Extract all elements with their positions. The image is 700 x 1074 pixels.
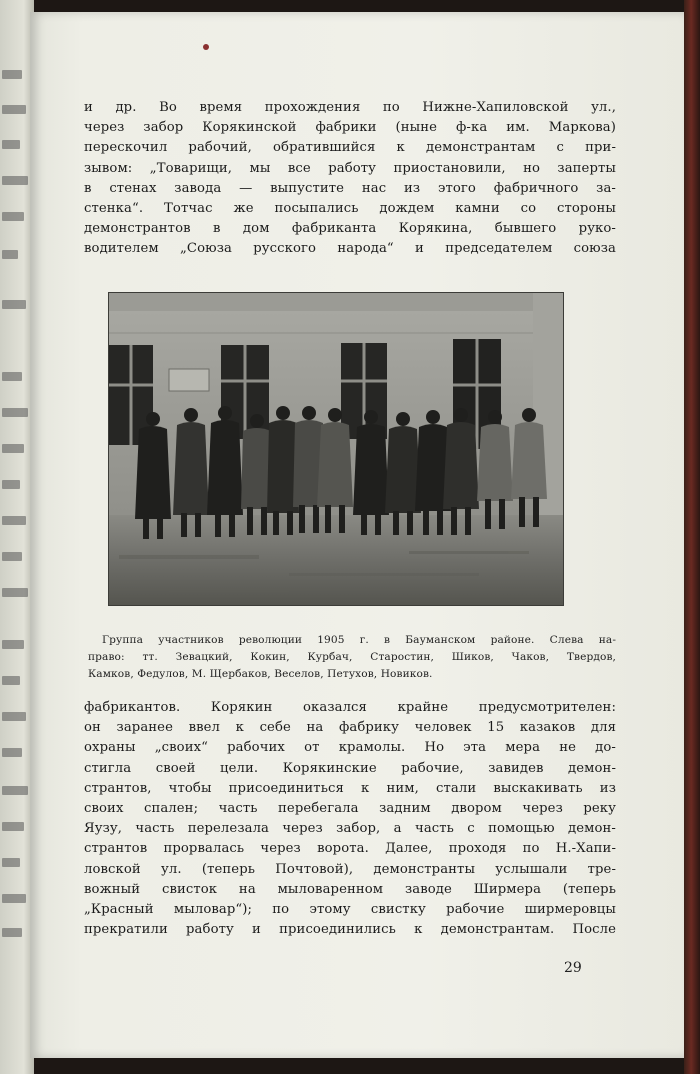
group-photo-image <box>109 293 563 605</box>
page-number: 29 <box>564 960 582 976</box>
text-line: вожный свисток на мыловаренном заводе Ширмера (теперь <box>84 881 616 897</box>
page-mark-dot <box>203 44 209 50</box>
paragraph-bottom <box>84 698 616 940</box>
text-line: в стенах завода — выпустите нас из этого фабричного за- <box>84 180 616 196</box>
group-photo <box>108 292 564 606</box>
text-line: стигла своей цели. Корякинские рабочие, завидев демон- <box>84 760 616 776</box>
text-line: странтов, чтобы присоединиться к ним, стали выскакивать из <box>84 780 616 796</box>
text-line: „Красный мыловар“); по этому свистку рабочие ширмеровцы <box>84 901 616 917</box>
book-page <box>30 12 684 1058</box>
text-line: он заранее ввел к себе на фабрику человек 15 казаков для <box>84 720 616 736</box>
caption-line: Группа участников революции 1905 г. в Бауманском районе. Слева на- <box>102 634 616 646</box>
text-line: странтов прорвалась через ворота. Далее, проходя по Н.-Хапи- <box>84 841 616 857</box>
text-line: фабрикантов. Корякин оказался крайне предусмотрителен: <box>84 700 616 715</box>
caption-line: Камков, Федулов, М. Щербаков, Веселов, Петухов, Новиков. <box>88 668 433 680</box>
text-line: перескочил рабочий, обратившийся к демонстрантам с при- <box>84 140 616 156</box>
text-line: через забор Корякинской фабрики (ныне ф-ка им. Маркова) <box>84 120 616 136</box>
text-line: прекратили работу и присоединились к демонстрантам. После <box>84 922 616 938</box>
text-line: Яузу, часть перелезала через забор, а часть с помощью демон- <box>84 821 616 837</box>
caption-line: право: тт. Зевацкий, Кокин, Курбач, Старостин, Шиков, Чаков, Твердов, <box>88 651 616 663</box>
text-line: своих спален; часть перебегала задним двором через реку <box>84 800 616 816</box>
text-line: охраны „своих“ рабочих от крамолы. Но эта мера не до- <box>84 740 616 756</box>
text-line: демонстрантов в дом фабриканта Корякина, бывшего руко- <box>84 221 616 237</box>
text-line: стенка“. Тотчас же посыпались дождем камни со стороны <box>84 200 616 216</box>
text-line: и др. Во время прохождения по Нижне-Хапиловской ул., <box>84 100 616 115</box>
book-cover-edge <box>684 0 700 1074</box>
previous-page-edge <box>0 0 34 1074</box>
paragraph-top <box>84 98 616 260</box>
photo-caption <box>88 632 616 683</box>
text-line: водителем „Союза русского народа“ и председателем союза <box>84 241 616 257</box>
text-line: зывом: „Товарищи, мы все работу приостановили, но заперты <box>84 160 616 176</box>
text-line: ловской ул. (теперь Почтовой), демонстранты услышали тре- <box>84 861 616 877</box>
